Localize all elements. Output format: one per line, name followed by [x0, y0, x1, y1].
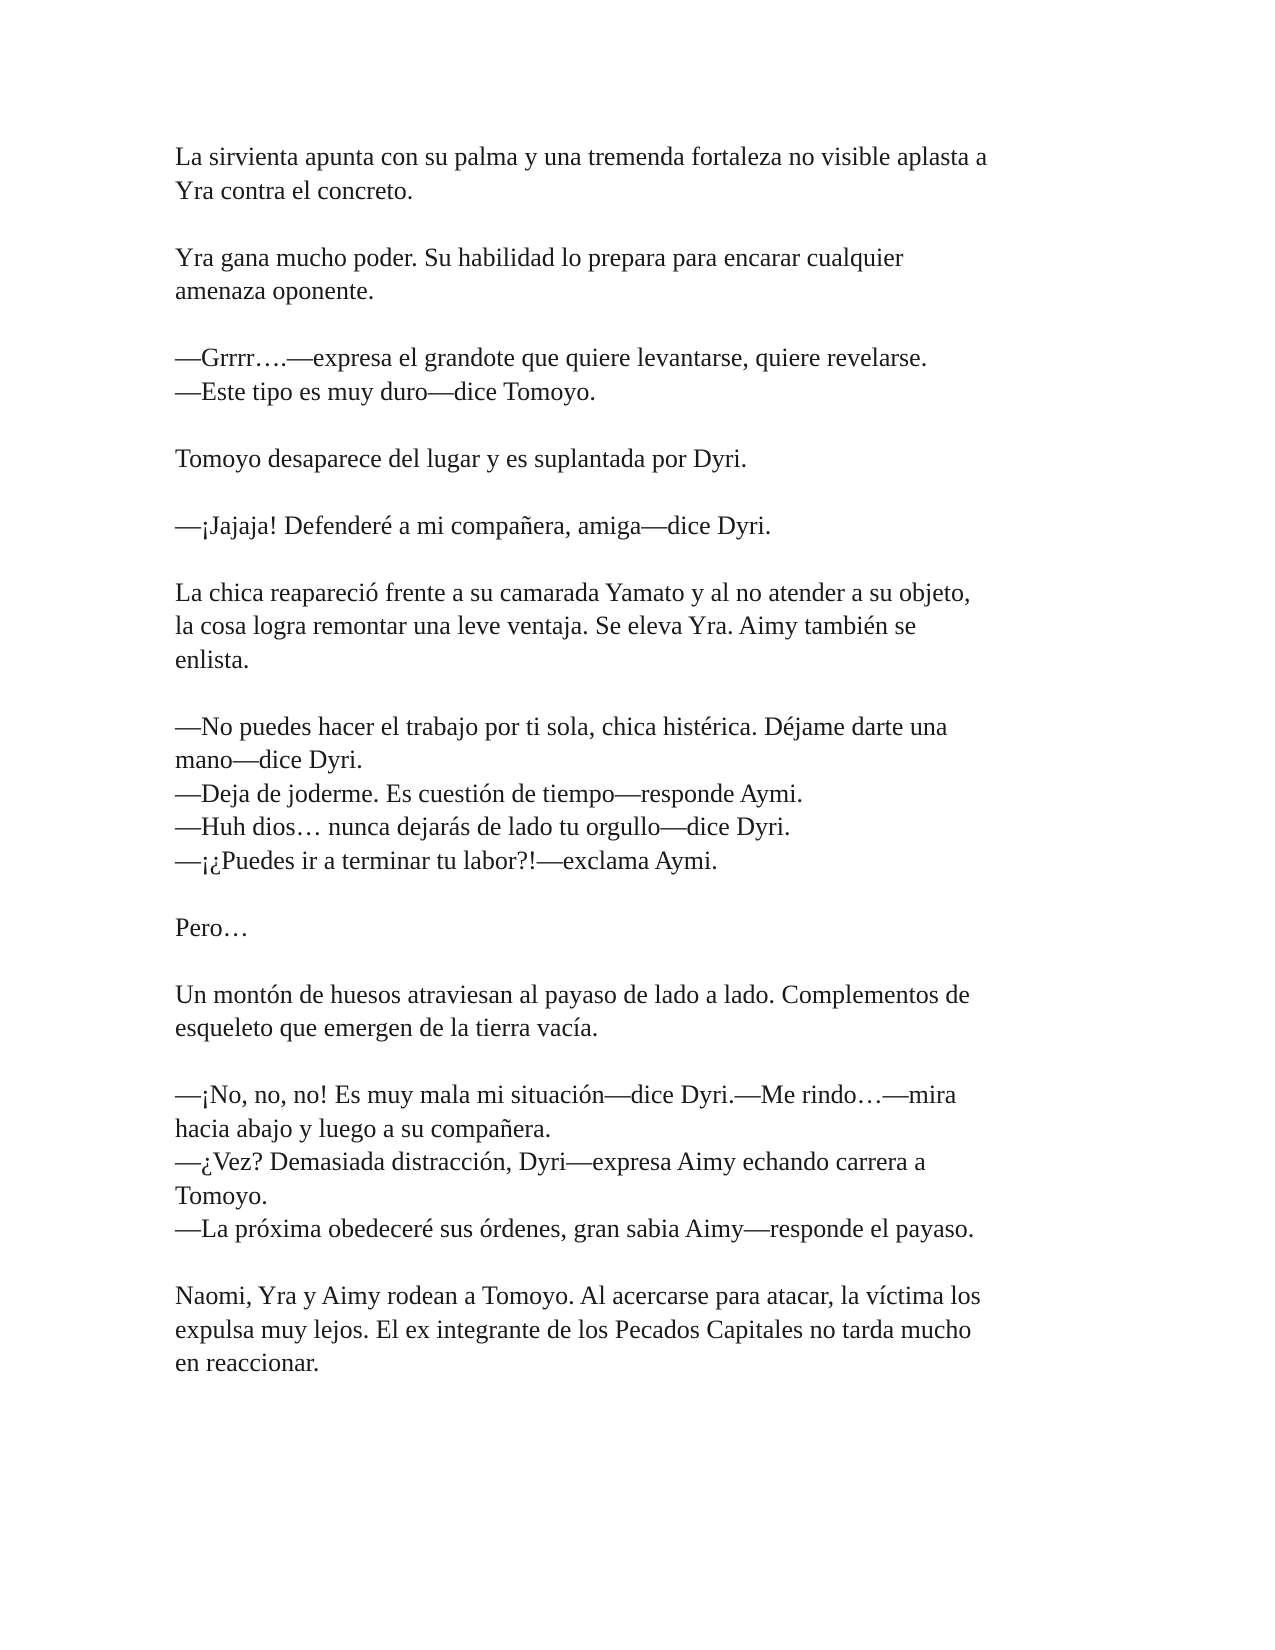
text-line: Tomoyo desaparece del lugar y es suplantada por Dyri.: [175, 443, 748, 473]
text-line: —La próxima obedeceré sus órdenes, gran sabia Aimy—responde el payaso.: [175, 1214, 975, 1243]
text-line: esqueleto que emergen de la tierra vacía.: [175, 1013, 599, 1042]
text-line: La chica reapareció frente a su camarada Yamato y al no atender a su objeto,: [175, 577, 971, 607]
paragraph: [175, 1279, 1095, 1380]
paragraph: [175, 911, 1095, 945]
paragraph: [175, 442, 1095, 476]
paragraph: [175, 341, 1095, 408]
paragraph: [175, 241, 1095, 308]
text-line: hacia abajo y luego a su compañera.: [175, 1113, 552, 1143]
paragraph: [175, 978, 1095, 1045]
text-line: —Este tipo es muy duro—dice Tomoyo.: [175, 376, 596, 406]
paragraph: [175, 576, 1095, 677]
text-line: —¡No, no, no! Es muy mala mi situación—dice Dyri.—Me rindo…—mira: [175, 1080, 957, 1109]
text-line: Un montón de huesos atraviesan al payaso de lado a lado. Complementos de: [175, 979, 970, 1009]
text-line: Naomi, Yra y Aimy rodean a Tomoyo. Al acercarse para atacar, la víctima los: [175, 1281, 981, 1310]
text-line: Yra contra el concreto.: [175, 175, 414, 205]
paragraph: [175, 1078, 1095, 1246]
paragraph: [175, 710, 1095, 878]
text-line: en reaccionar.: [175, 1348, 320, 1377]
document-page: [175, 140, 1095, 1413]
text-line: —¡¿Puedes ir a terminar tu labor?!—exclama Aymi.: [175, 845, 718, 875]
text-line: La sirvienta apunta con su palma y una tremenda fortaleza no visible aplasta a: [175, 142, 988, 171]
text-line: mano—dice Dyri.: [175, 745, 363, 774]
paragraph: [175, 140, 1095, 207]
text-line: —No puedes hacer el trabajo por ti sola, chica histérica. Déjame darte una: [175, 711, 948, 741]
text-line: Tomoyo.: [175, 1180, 268, 1210]
text-line: —Grrrr….—expresa el grandote que quiere levantarse, quiere revelarse.: [175, 343, 928, 372]
text-line: enlista.: [175, 644, 250, 674]
text-line: Pero…: [175, 912, 249, 942]
text-line: expulsa muy lejos. El ex integrante de los Pecados Capitales no tarda mucho: [175, 1314, 972, 1344]
text-line: —¡Jajaja! Defenderé a mi compañera, amiga—dice Dyri.: [175, 510, 772, 540]
text-line: amenaza oponente.: [175, 276, 375, 305]
text-line: Yra gana mucho poder. Su habilidad lo prepara para encarar cualquier: [175, 242, 904, 272]
paragraph: [175, 509, 1095, 543]
text-line: —Deja de joderme. Es cuestión de tiempo—responde Aymi.: [175, 778, 803, 808]
text-line: la cosa logra remontar una leve ventaja. Se eleva Yra. Aimy también se: [175, 611, 917, 640]
text-line: —¿Vez? Demasiada distracción, Dyri—expresa Aimy echando carrera a: [175, 1147, 926, 1176]
text-line: —Huh dios… nunca dejarás de lado tu orgullo—dice Dyri.: [175, 812, 791, 841]
